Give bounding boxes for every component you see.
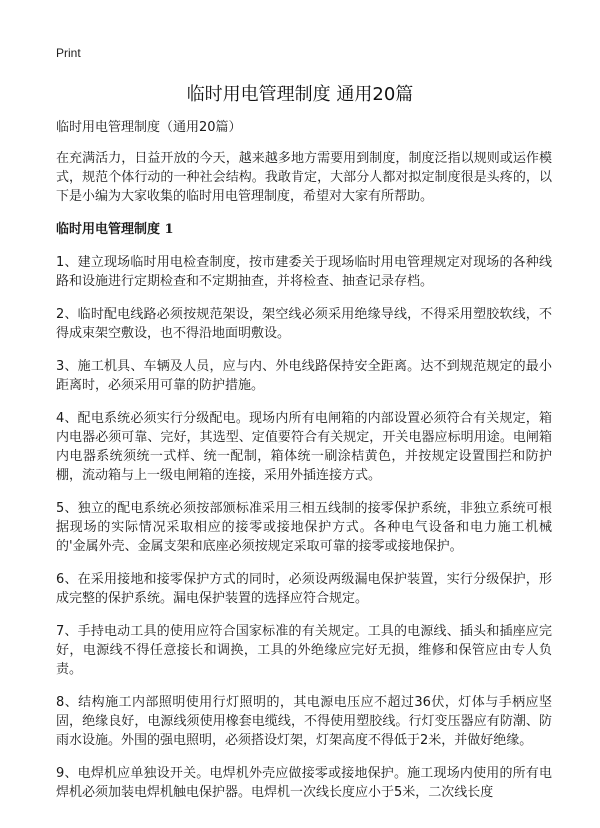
document-body [56, 118, 552, 816]
rule-item-2: 2、临时配电线路必须按规范架设，架空线必须采用绝缘导线，不得采用塑胶软线，不得成束架空敷设，也不得沿地面明敷设。 [56, 307, 552, 341]
rule-item-7: 7、手持电动工具的使用应符合国家标准的有关规定。工具的电源线、插头和插座应完好，电源线不得任意接长和调换，工具的外绝缘应完好无损，维修和保管应由专人负责。 [56, 624, 552, 677]
rule-item-6: 6、在采用接地和接零保护方式的同时，必须设两级漏电保护装置，实行分级保护，形成完整的保护系统。漏电保护装置的选择应符合规定。 [56, 572, 552, 606]
rule-item-8: 8、结构施工内部照明使用行灯照明的，其电源电压应不超过36伏，灯体与手柄应坚固，绝缘良好，电源线须使用橡套电缆线，不得使用塑胶线。行灯变压器应有防潮、防雨水设施。外围的强电照明，必须搭设灯架，灯架高度不得低于2米，并做好绝缘。 [56, 695, 552, 748]
rule-item-4: 4、配电系统必须实行分级配电。现场内所有电闸箱的内部设置必须符合有关规定，箱内电器必须可靠、完好，其选型、定值要符合有关规定，开关电器应标明用途。电闸箱内电器系统须统一式样、统一配制，箱体统一刷涂桔黄色，并按规定设置围拦和防护棚，流动箱与上一级电闸箱的连接，采用外插连接方式。 [56, 411, 552, 483]
rule-item-9: 9、电焊机应单独设开关。电焊机外壳应做接零或接地保护。施工现场内使用的所有电焊机必须加装电焊机触电保护器。电焊机一次线长度应小于5米，二次线长度 [56, 766, 552, 800]
document-subtitle: 临时用电管理制度（通用20篇） [56, 120, 242, 135]
intro-paragraph: 在充满活力，日益开放的今天，越来越多地方需要用到制度，制度泛指以规则或运作模式，规范个体行动的一种社会结构。我敢肯定，大部分人都对拟定制度很是头疼的，以下是小编为大家收集的临时用电管理制度，希望对大家有所帮助。 [56, 151, 552, 204]
document-title: 临时用电管理制度 通用20篇 [186, 84, 414, 105]
print-label: Print [56, 46, 81, 60]
rule-item-1: 1、建立现场临时用电检查制度，按市建委关于现场临时用电管理规定对现场的各种线路和设施进行定期检查和不定期抽查，并将检查、抽查记录存档。 [56, 255, 552, 289]
rule-item-3: 3、施工机具、车辆及人员，应与内、外电线路保持安全距离。达不到规范规定的最小距离时，必须采用可靠的防护措施。 [56, 359, 552, 393]
section-heading: 临时用电管理制度 1 [56, 222, 174, 237]
rule-item-5: 5、独立的配电系统必须按部颁标准采用三相五线制的接零保护系统，非独立系统可根据现场的实际情况采取相应的接零或接地保护方式。各种电气设备和电力施工机械的'金属外壳、金属支架和底座必须按规定采取可靠的接零或接地保护。 [56, 501, 552, 554]
